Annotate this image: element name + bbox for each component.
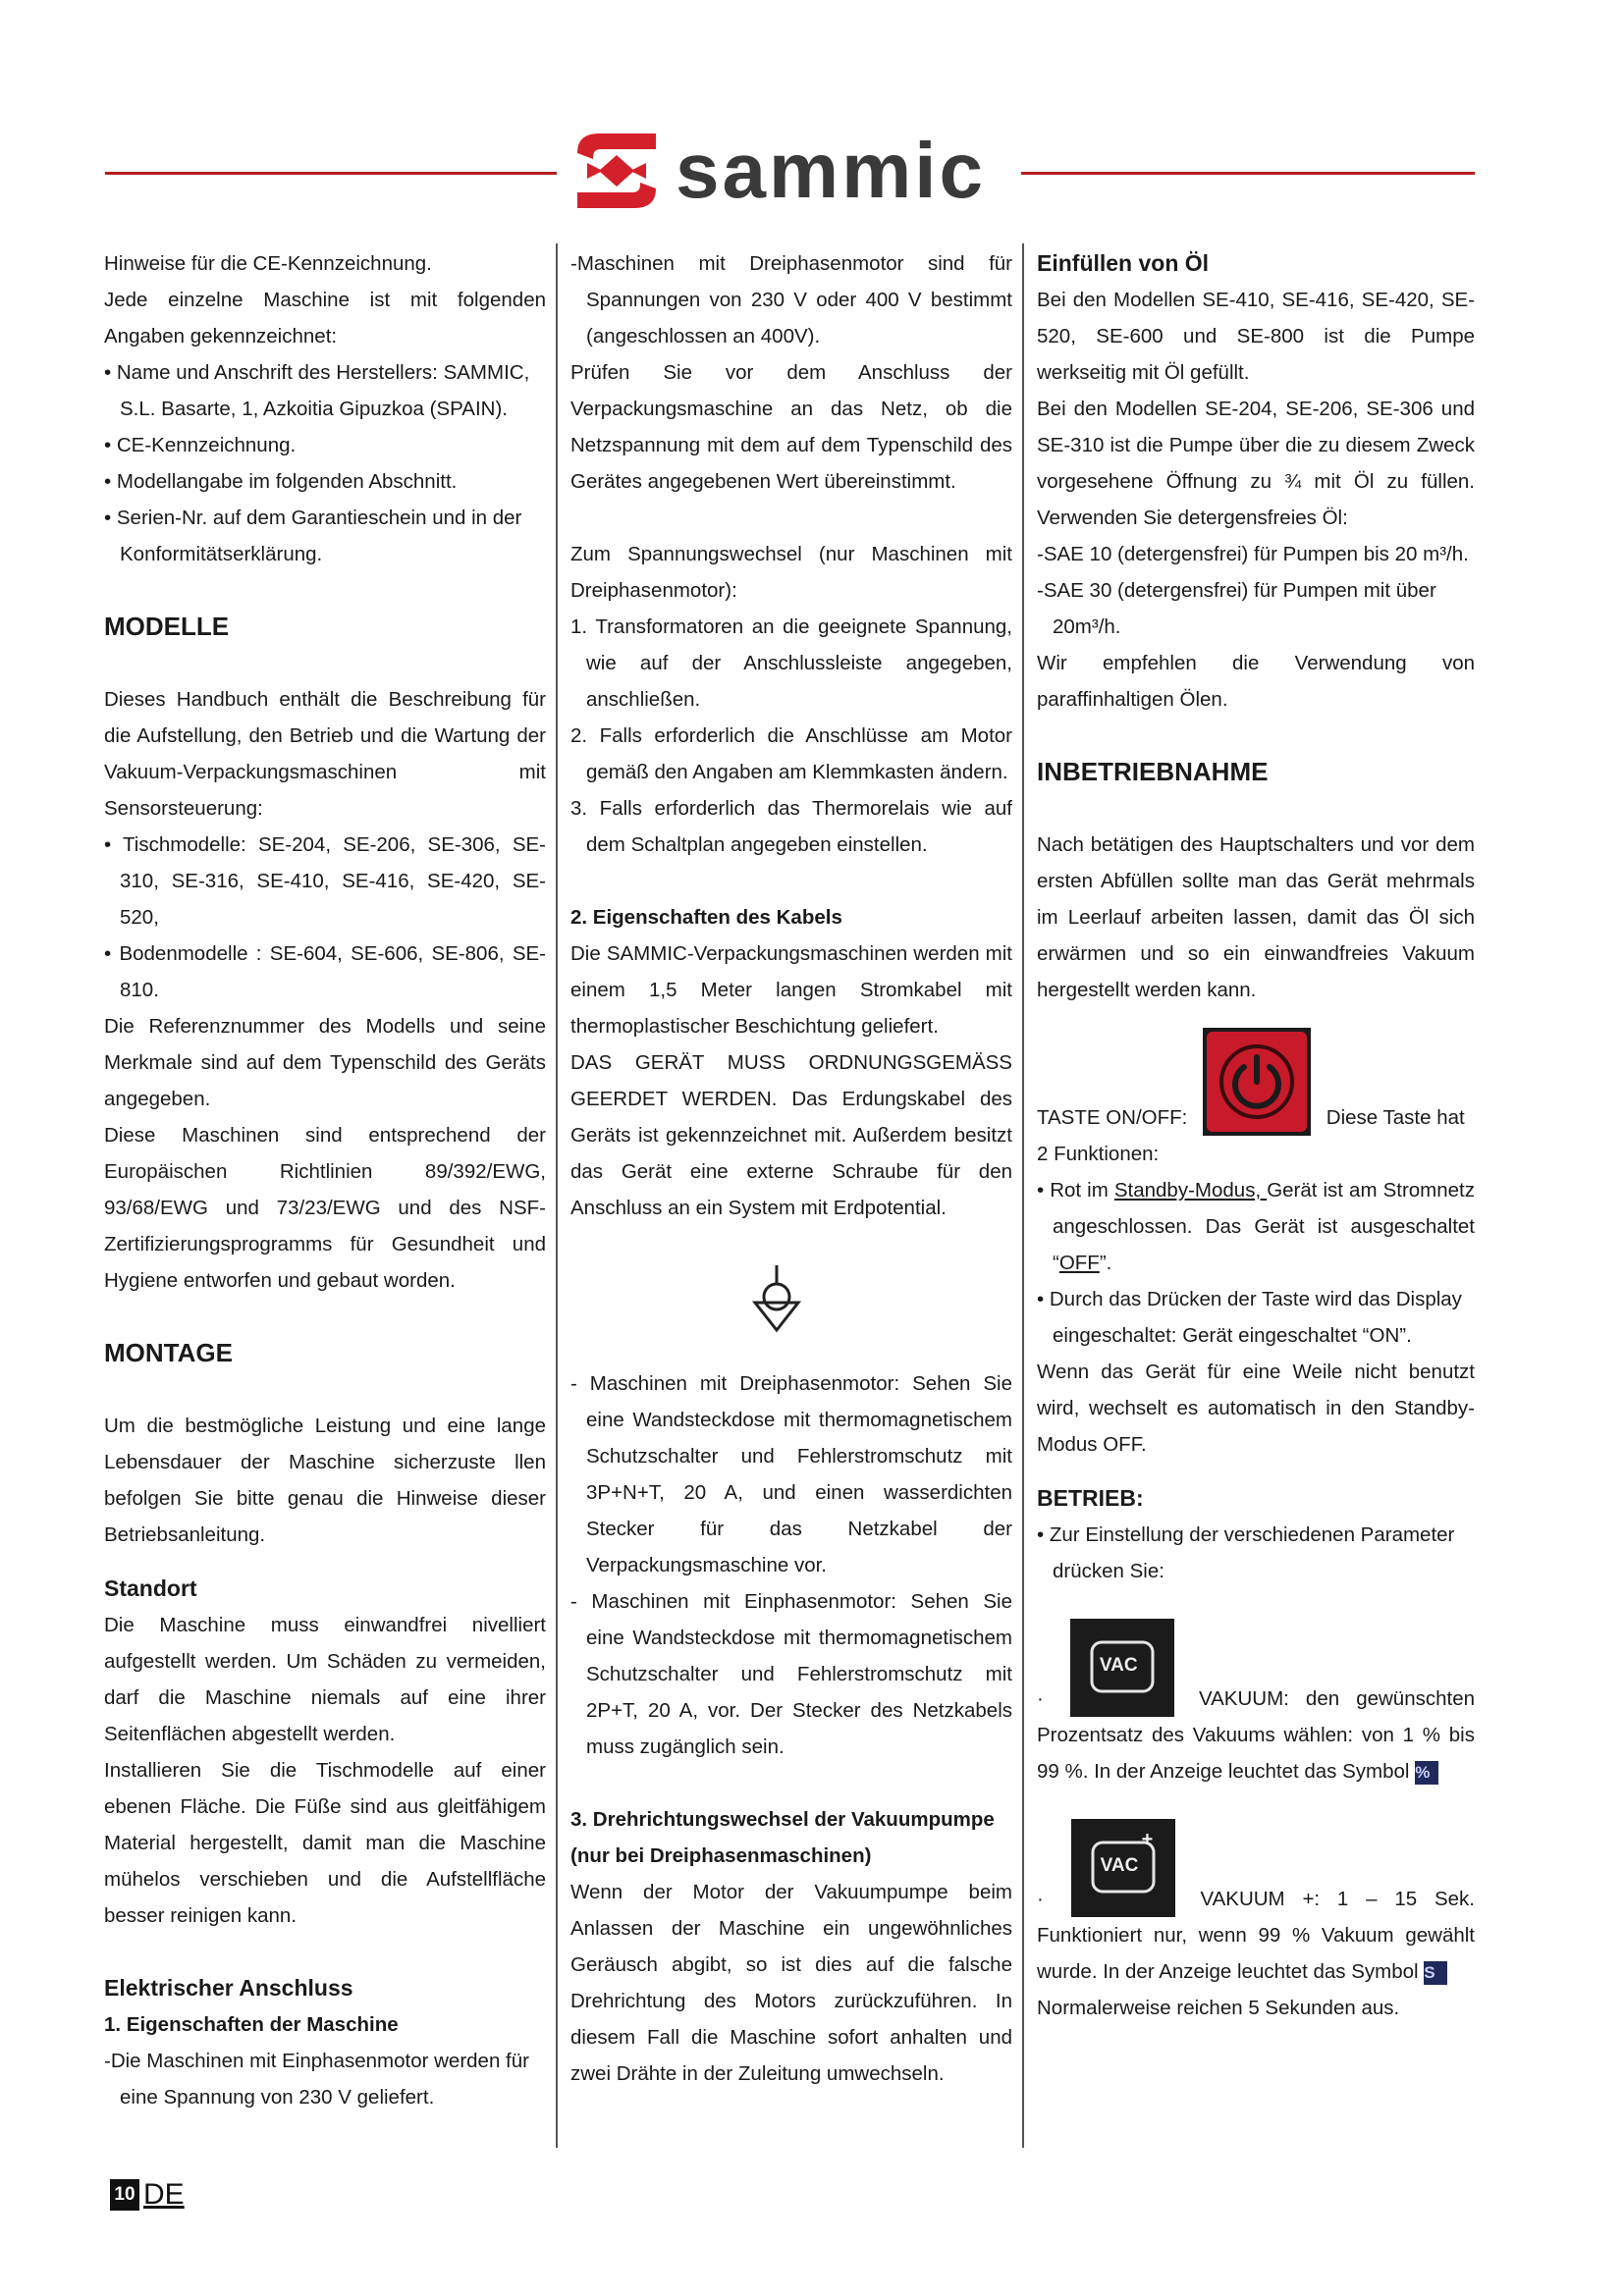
page-footer — [110, 2179, 185, 2213]
paragraph: Normalerweise reichen 5 Sekunden aus. — [1037, 1997, 1400, 2019]
section-heading: MODELLE — [104, 612, 230, 641]
subsection-heading: 2. Eigenschaften des Kabels — [570, 906, 842, 929]
paragraph: Nach betätigen des Hauptschalters und vor dem ersten Abfüllen sollte man das Gerät mehrmals im Leerlauf arbeiten lassen, damit das Öl sich erwärmen und so ein einwandfreies Vakuum hergestellt werden kann. — [1037, 833, 1475, 1001]
subsection-heading: Standort — [104, 1575, 197, 1601]
vac-label: VAC — [1099, 1655, 1138, 1676]
column-divider — [556, 243, 558, 2148]
column-divider — [1022, 243, 1024, 2148]
column-middle — [570, 245, 1012, 2092]
paragraph: Jede einzelne Maschine ist mit folgenden Angaben gekennzeichnet: — [104, 289, 546, 347]
list-item: • Modellangabe im folgenden Abschnitt. — [104, 470, 458, 493]
paragraph: Diese Maschinen sind entsprechend der Europäischen Richtlinien 89/392/EWG, 93/68/EWG und 73/23/EWG und des NSF-Zertifizierungsprogramms für Gesundheit und Hygiene entworfen und gebaut worden. — [104, 1124, 546, 1292]
header-rule-left — [105, 172, 557, 175]
earth-ground-icon — [747, 1265, 806, 1334]
paragraph: 2 Funktionen: — [1037, 1143, 1160, 1165]
list-item: • Bodenmodelle : SE-604, SE-606, SE-806, SE-810. — [104, 942, 546, 1001]
subsection-heading: 3. Drehrichtungswechsel der Vakuumpumpe (nur bei Dreiphasenmaschinen) — [570, 1808, 995, 1867]
paragraph: Zum Spannungswechsel (nur Maschinen mit Dreiphasenmotor): — [570, 543, 1012, 602]
column-left — [104, 245, 546, 2115]
vac-plus-button-illustration — [1071, 1819, 1175, 1917]
paragraph: Wenn der Motor der Vakuumpumpe beim Anlassen der Maschine ein ungewöhnliches Geräusch abgibt, so ist dies auf die falsche Drehrichtung des Motors zurückzuführen. In diesem Fall die Maschine sofort anhalten und zwei Drähte in der Zuleitung umwechseln. — [570, 1881, 1012, 2085]
paragraph: Dieses Handbuch enthält die Beschreibung für die Aufstellung, den Betrieb und die Wartung der Vakuum-Verpackungsmaschinen mit Sensorsteuerung: — [104, 688, 546, 820]
language-code: DE — [143, 2178, 185, 2211]
list-item: -SAE 10 (detergensfrei) für Pumpen bis 20 m³/h. — [1037, 543, 1469, 565]
paragraph: DAS GERÄT MUSS ORDNUNGSGEMÄSS GEERDET WERDEN. Das Erdungskabel des Geräts ist gekennzeichnet mit. Außerdem besitzt das Gerät eine externe Schraube für den Anschluss an ein System mit Erdpotential. — [570, 1051, 1012, 1219]
list-item: • Tischmodelle: SE-204, SE-206, SE-306, SE-310, SE-316, SE-410, SE-416, SE-420, SE-520, — [104, 833, 546, 929]
paragraph: Wir empfehlen die Verwendung von paraffinhaltigen Ölen. — [1037, 652, 1475, 711]
list-item: -SAE 30 (detergensfrei) für Pumpen mit über 20m³/h. — [1037, 579, 1436, 638]
paragraph: Die Referenznummer des Modells und seine Merkmale sind auf dem Typenschild des Geräts angegeben. — [104, 1015, 546, 1110]
list-item: 1. Transformatoren an die geeignete Spannung, wie auf der Anschlussleiste angegeben, anschließen. — [570, 615, 1012, 711]
power-icon — [1203, 1028, 1311, 1136]
paragraph: · VAC VAKUUM: den gewünschten Prozentsatz des Vakuums wählen: von 1 % bis 99 %. In der Anzeige leuchtet das Symbol % — [1037, 1619, 1475, 1789]
section-heading: INBETRIEBNAHME — [1037, 757, 1269, 786]
sammic-logo-mark-icon — [568, 126, 666, 216]
paragraph: Installieren Sie die Tischmodelle auf einer ebenen Fläche. Die Füße sind aus gleitfähigem Material hergestellt, damit man die Maschine mühelos verschieben und die Aufstellfläche besser reinigen kann. — [104, 1759, 546, 1927]
list-item: • Zur Einstellung der verschiedenen Parameter drücken Sie: — [1037, 1523, 1455, 1582]
brand-name: sammic — [676, 127, 986, 214]
paragraph: Bei den Modellen SE-410, SE-416, SE-420, SE-520, SE-600 und SE-800 ist die Pumpe werkseitig mit Öl gefüllt. — [1037, 289, 1475, 384]
power-button-illustration — [1203, 1028, 1311, 1136]
page-number: 10 — [110, 2179, 139, 2211]
paragraph: · VAC + VAKUUM +: 1 – 15 Sek. Funktioniert nur, wenn 99 % Vakuum gewählt wurde. In der Anzeige leuchtet das Symbol S — [1037, 1819, 1475, 1990]
paragraph: Hinweise für die CE-Kennzeichnung. — [104, 252, 432, 275]
list-item: • Durch das Drücken der Taste wird das Display eingeschaltet: Gerät eingeschaltet “ON”. — [1037, 1288, 1462, 1347]
subsection-heading: 1. Eigenschaften der Maschine — [104, 2013, 399, 2036]
list-item: 2. Falls erforderlich die Anschlüsse am Motor gemäß den Angaben am Klemmkasten ändern. — [570, 724, 1012, 783]
page-header — [0, 118, 1624, 226]
paragraph: Bei den Modellen SE-204, SE-206, SE-306 und SE-310 ist die Pumpe über die zu diesem Zweck vorgesehene Öffnung zu ¾ mit Öl zu füllen. Verwenden Sie detergensfreies Öl: — [1037, 398, 1475, 529]
paragraph: - Maschinen mit Einphasenmotor: Sehen Sie eine Wandsteckdose mit thermomagnetischem Schutzschalter und Fehlerstromschutz mit 2P+T, 20 A, vor. Der Stecker des Netzkabels muss zugänglich sein. — [570, 1590, 1012, 1758]
list-item: 3. Falls erforderlich das Thermorelais wie auf dem Schaltplan angegeben einstellen. — [570, 797, 1012, 856]
subsection-heading: Einfüllen von Öl — [1037, 250, 1210, 276]
paragraph: - Maschinen mit Dreiphasenmotor: Sehen Sie eine Wandsteckdose mit thermomagnetischem Schutzschalter und Fehlerstromschutz mit 3P+N+T, 20 A, und einen wasserdichten Stecker für das Netzkabel der Verpackungsmaschine vor. — [570, 1372, 1012, 1576]
list-item: • Rot im Standby-Modus, Gerät ist am Stromnetz angeschlossen. Das Gerät ist ausgeschaltet “OFF”. — [1037, 1179, 1475, 1274]
list-item: • CE-Kennzeichnung. — [104, 434, 297, 456]
paragraph: Wenn das Gerät für eine Weile nicht benutzt wird, wechselt es automatisch in den Standby-Modus OFF. — [1037, 1361, 1475, 1456]
list-item: • Name und Anschrift des Herstellers: SAMMIC, S.L. Basarte, 1, Azkoitia Gipuzkoa (SPAIN). — [104, 361, 530, 420]
subsection-heading: Elektrischer Anschluss — [104, 1975, 353, 2001]
section-heading: MONTAGE — [104, 1338, 233, 1367]
paragraph: Prüfen Sie vor dem Anschluss der Verpackungsmaschine an das Netz, ob die Netzspannung mit dem auf dem Typenschild des Gerätes angegebenen Wert übereinstimmt. — [570, 361, 1012, 493]
paragraph — [1037, 1028, 1475, 1136]
paragraph: -Die Maschinen mit Einphasenmotor werden für eine Spannung von 230 V geliefert. — [104, 2050, 529, 2109]
percent-symbol-icon: % — [1415, 1761, 1438, 1785]
subsection-heading: BETRIEB: — [1037, 1485, 1144, 1511]
seconds-symbol-icon: S — [1424, 1961, 1447, 1985]
header-rule-right — [1021, 172, 1475, 175]
sammic-logo — [568, 126, 1014, 216]
paragraph: Um die bestmögliche Leistung und eine lange Lebensdauer der Maschine sicherzuste llen befolgen Sie bitte genau die Hinweise dieser Betriebsanleitung. — [104, 1415, 546, 1546]
paragraph: Die Maschine muss einwandfrei nivelliert aufgestellt werden. Um Schäden zu vermeiden, darf die Maschine niemals auf eine ihrer Seitenflächen abgestellt werden. — [104, 1614, 546, 1745]
column-right — [1037, 245, 1475, 2026]
list-item: • Serien-Nr. auf dem Garantieschein und in der Konformitätserklärung. — [104, 507, 522, 565]
paragraph: -Maschinen mit Dreiphasenmotor sind für Spannungen von 230 V oder 400 V bestimmt (angeschlossen an 400V). — [570, 252, 1012, 347]
label-text: Diese Taste hat — [1326, 1106, 1465, 1129]
vac-button-illustration — [1070, 1619, 1174, 1717]
vac-label: VAC — [1100, 1855, 1139, 1876]
paragraph: Die SAMMIC-Verpackungsmaschinen werden mit einem 1,5 Meter langen Stromkabel mit thermoplastischer Beschichtung geliefert. — [570, 942, 1012, 1038]
label-text: TASTE ON/OFF: — [1037, 1106, 1188, 1129]
plus-label: + — [1141, 1829, 1154, 1850]
